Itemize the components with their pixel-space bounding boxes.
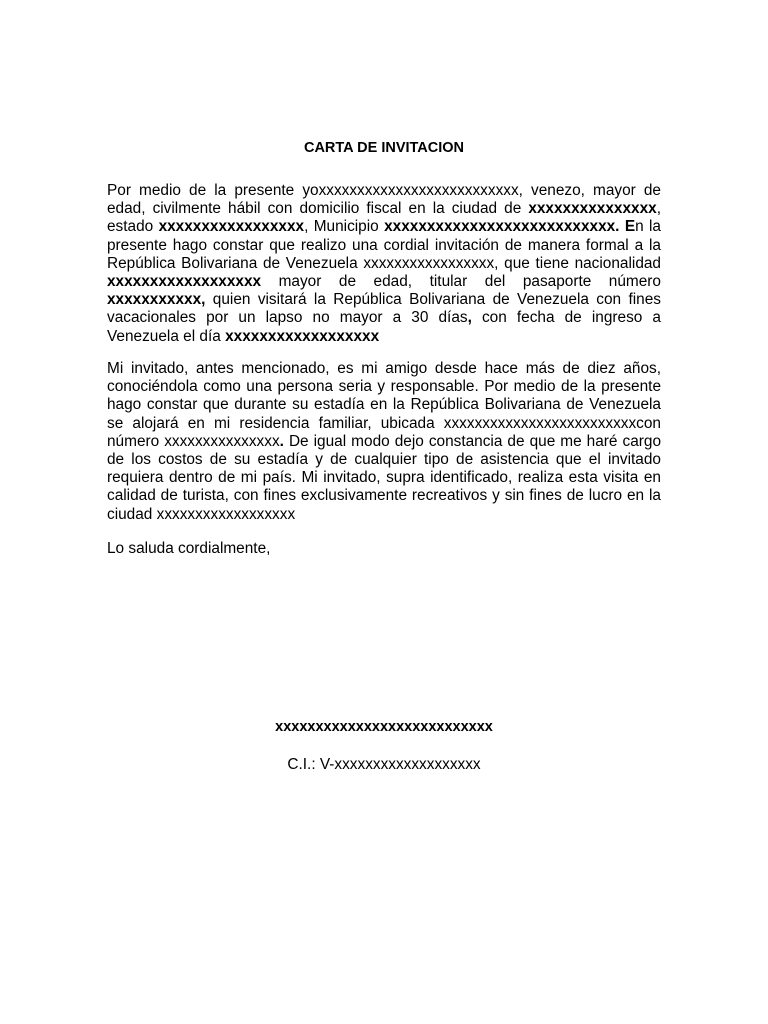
p1-text-4: n la presente hago constar que realizo una cordial invitación de manera formal a la República Bolivariana de Venezuela xxxxxxxxxxxxxxxxx, que tiene nacionalidad — [107, 218, 661, 272]
p1-city-placeholder: xxxxxxxxxxxxxxx — [528, 200, 657, 218]
p1-nationality-placeholder: xxxxxxxxxxxxxxxxxx — [107, 273, 262, 291]
p1-passport-placeholder: xxxxxxxxxxx, — [107, 291, 206, 309]
closing-line: Lo saluda cordialmente, — [107, 540, 271, 557]
p1-municipality-placeholder: xxxxxxxxxxxxxxxxxxxxxxxxxxx. E — [384, 218, 636, 236]
paragraph-details — [107, 360, 661, 524]
letter-title: CARTA DE INVITACION — [303, 140, 465, 156]
p1-bold-comma: , — [467, 309, 472, 327]
p2-text-1: Mi invitado, antes mencionado, es mi amigo desde hace más de diez años, conociéndola como una persona seria y responsable. Por medio de la presente hago constar que durante su estadía en la República Bolivariana de Venezuela se alojará en mi residencia familiar, ubicada xxxxxxxxxxxxxxxxxxxxxxxxxcon número xxxxxxxxxxxxxxx — [107, 360, 661, 450]
p1-state-placeholder: xxxxxxxxxxxxxxxxx — [158, 218, 305, 236]
p1-text-2: , estado — [107, 200, 661, 236]
p2-bold-period: . — [279, 432, 284, 450]
p1-text-5: mayor de edad, titular del pasaporte número — [261, 273, 661, 291]
p1-text-1: Por medio de la presente yoxxxxxxxxxxxxxxxxxxxxxxxxxx, venezo, mayor de edad, civilmente hábil con domicilio fiscal en la ciudad de — [107, 182, 661, 218]
paragraph-invitation — [107, 182, 661, 346]
p1-text-6: quien visitará la República Bolivariana de Venezuela con fines vacacionales por un lapso no mayor a 30 días — [107, 291, 661, 327]
p1-text-7: con fecha de ingreso a Venezuela el día — [107, 309, 661, 345]
signature-name: xxxxxxxxxxxxxxxxxxxxxxxxxxx — [275, 719, 493, 735]
signature-id-number: C.I.: V-xxxxxxxxxxxxxxxxxxx — [287, 756, 481, 773]
p1-date-placeholder: xxxxxxxxxxxxxxxxxx — [225, 327, 380, 345]
p1-text-3: , Municipio — [304, 218, 385, 236]
p2-text-2: De igual modo dejo constancia de que me haré cargo de los costos de su estadía y de cualquier tipo de asistencia que el invitado requiera dentro de mi país. Mi invitado, supra identificado, realiza esta visita en calidad de turista, con fines exclusivamente recreativos y sin fines de lucro en la ciudad xxxxxxxxxxxxxxxxxx — [107, 432, 662, 523]
